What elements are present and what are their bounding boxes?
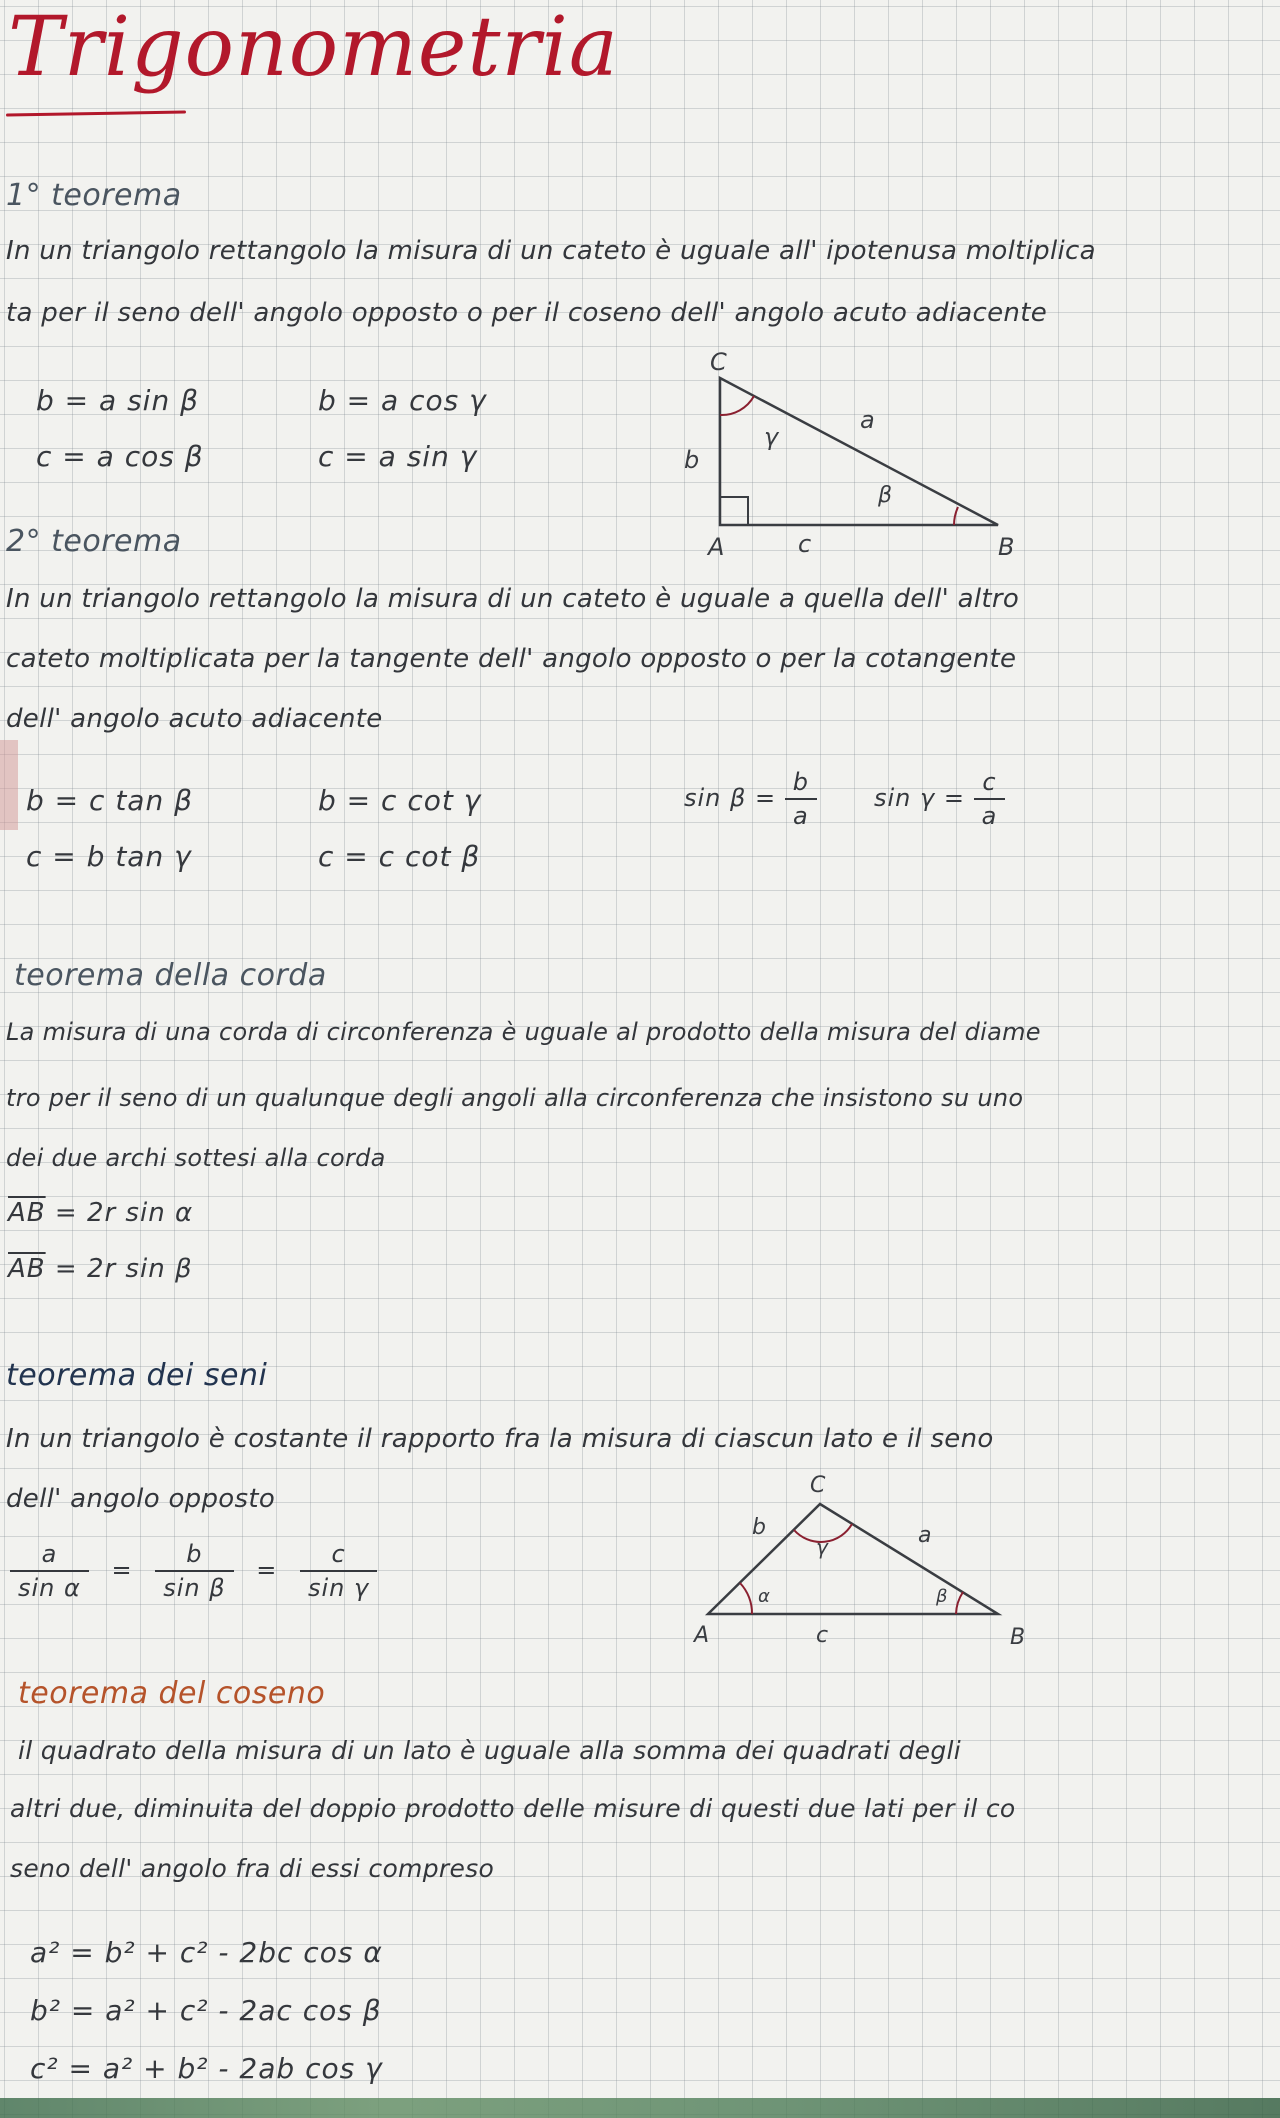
triangle2-side-b: b <box>752 1515 766 1540</box>
chord-formula-2-rest: = 2r sin β <box>54 1254 193 1284</box>
sin-beta-fraction <box>785 768 817 830</box>
sine-fraction-c-den: sin γ <box>307 1574 370 1602</box>
chord-formula-2-chord: $\overline{AB}$ <box>8 1254 46 1284</box>
scan-edge-mark <box>0 740 18 830</box>
sine-fraction-a-den: sin α <box>18 1574 81 1602</box>
title-underline <box>6 110 186 116</box>
theorem2-line1: In un triangolo rettangolo la misura di un cateto è uguale a quella dell' altro <box>6 584 1020 614</box>
sine-fraction-c <box>300 1540 377 1602</box>
chord-formula-2 <box>8 1254 193 1284</box>
right-triangle-diagram <box>680 350 1040 560</box>
chord-formula-1 <box>8 1198 193 1228</box>
chord-formula-1-chord: $\overline{AB}$ <box>8 1198 46 1228</box>
scan-bottom-strip <box>0 2098 1280 2118</box>
cosine-formula-1: a² = b² + c² - 2bc cos α <box>30 1936 383 1969</box>
triangle1-vertex-c: C <box>710 350 727 376</box>
triangle1-angle-beta: β <box>878 483 893 508</box>
theorem1-formula-1: b = a sin β <box>36 384 199 417</box>
cosine-theorem-line2: altri due, diminuita del doppio prodotto delle misure di questi due lati per il co <box>10 1794 1016 1823</box>
triangle2-side-a: a <box>918 1523 932 1548</box>
theorem2-formula-3: b = c cot γ <box>318 784 482 817</box>
triangle2-angle-alpha: α <box>758 1586 770 1607</box>
theorem1-line1: In un triangolo rettangolo la misura di un cateto è uguale all' ipotenusa moltiplica <box>6 236 1096 266</box>
theorem1-line2: ta per il seno dell' angolo opposto o per il coseno dell' angolo acuto adiacente <box>6 298 1047 328</box>
sine-fraction-c-num: c <box>300 1540 377 1572</box>
theorem1-formula-2: c = a cos β <box>36 440 204 473</box>
right-angle-marker <box>720 497 748 525</box>
triangle2-angle-gamma: γ <box>816 1535 828 1559</box>
theorem1-formula-3: b = a cos γ <box>318 384 487 417</box>
angle-beta-arc <box>954 507 958 525</box>
triangle1-side-a: a <box>860 406 875 434</box>
triangle2-angle-beta: β <box>936 1586 948 1607</box>
triangle1-angle-gamma: γ <box>764 423 779 451</box>
sine-fraction-b <box>155 1540 233 1602</box>
cosine-formula-2: b² = a² + c² - 2ac cos β <box>30 1994 382 2027</box>
sine-equals-1: = <box>111 1556 133 1584</box>
angle-alpha-arc <box>740 1583 752 1614</box>
sin-beta-den: a <box>792 802 809 830</box>
triangle1-side-c: c <box>798 530 812 558</box>
sine-fraction-b-den: sin β <box>163 1574 226 1602</box>
sine-theorem-heading: teorema dei seni <box>6 1358 268 1393</box>
theorem2-heading: 2° teorema <box>6 524 182 559</box>
oblique-triangle-diagram <box>680 1462 1060 1652</box>
triangle2-side-c: c <box>816 1623 829 1648</box>
triangle1-vertex-b: B <box>998 533 1015 560</box>
cosine-formula-3: c² = a² + b² - 2ab cos γ <box>30 2052 383 2085</box>
sin-gamma-fraction <box>974 768 1006 830</box>
sine-fraction-a <box>10 1540 89 1602</box>
sin-gamma-num: c <box>974 768 1006 800</box>
cosine-theorem-line3: seno dell' angolo fra di essi compreso <box>10 1854 495 1883</box>
triangle2-vertex-c: C <box>810 1473 826 1498</box>
chord-theorem-line2: tro per il seno di un qualunque degli angoli alla circonferenza che insistono su uno <box>6 1084 1024 1112</box>
theorem2-formula-2: c = b tan γ <box>26 840 192 873</box>
page-title: Trigonometria <box>8 0 619 95</box>
triangle1-side-b: b <box>684 446 700 474</box>
theorem1-formula-4: c = a sin γ <box>318 440 478 473</box>
triangle2-vertex-b: B <box>1010 1625 1026 1650</box>
sin-beta-num: b <box>785 768 817 800</box>
theorem2-line2: cateto moltiplicata per la tangente dell' angolo opposto o per la cotangente <box>6 644 1017 674</box>
theorem1-heading: 1° teorema <box>6 178 182 213</box>
right-triangle-shape <box>720 378 998 525</box>
sin-gamma-den: a <box>981 802 998 830</box>
theorem2-line3: dell' angolo acuto adiacente <box>6 704 383 734</box>
sine-theorem-line2: dell' angolo opposto <box>6 1484 276 1514</box>
sin-beta-lhs: sin β = <box>684 784 777 812</box>
sine-fraction-a-num: a <box>10 1540 89 1572</box>
sine-equals-2: = <box>256 1556 278 1584</box>
chord-theorem-heading: teorema della corda <box>14 958 327 993</box>
cosine-theorem-line1: il quadrato della misura di un lato è uguale alla somma dei quadrati degli <box>18 1736 962 1765</box>
sine-theorem-line1: In un triangolo è costante il rapporto fra la misura di ciascun lato e il seno <box>6 1424 994 1454</box>
chord-formula-1-rest: = 2r sin α <box>54 1198 194 1228</box>
triangle1-vertex-a: A <box>708 533 725 560</box>
theorem2-formula-4: c = c cot β <box>318 840 481 873</box>
cosine-theorem-heading: teorema del coseno <box>18 1676 326 1711</box>
sin-beta-ratio <box>684 768 817 830</box>
angle-gamma-arc <box>720 396 754 415</box>
chord-theorem-line3: dei due archi sottesi alla corda <box>6 1144 386 1172</box>
sin-gamma-lhs: sin γ = <box>874 784 965 812</box>
chord-theorem-line1: La misura di una corda di circonferenza è uguale al prodotto della misura del diame <box>6 1018 1041 1046</box>
angle-beta-arc-2 <box>956 1592 963 1614</box>
theorem2-formula-1: b = c tan β <box>26 784 193 817</box>
sine-ratio-equation <box>10 1540 377 1602</box>
sin-gamma-ratio <box>874 768 1005 830</box>
triangle2-vertex-a: A <box>694 1623 710 1648</box>
sine-fraction-b-num: b <box>155 1540 233 1572</box>
